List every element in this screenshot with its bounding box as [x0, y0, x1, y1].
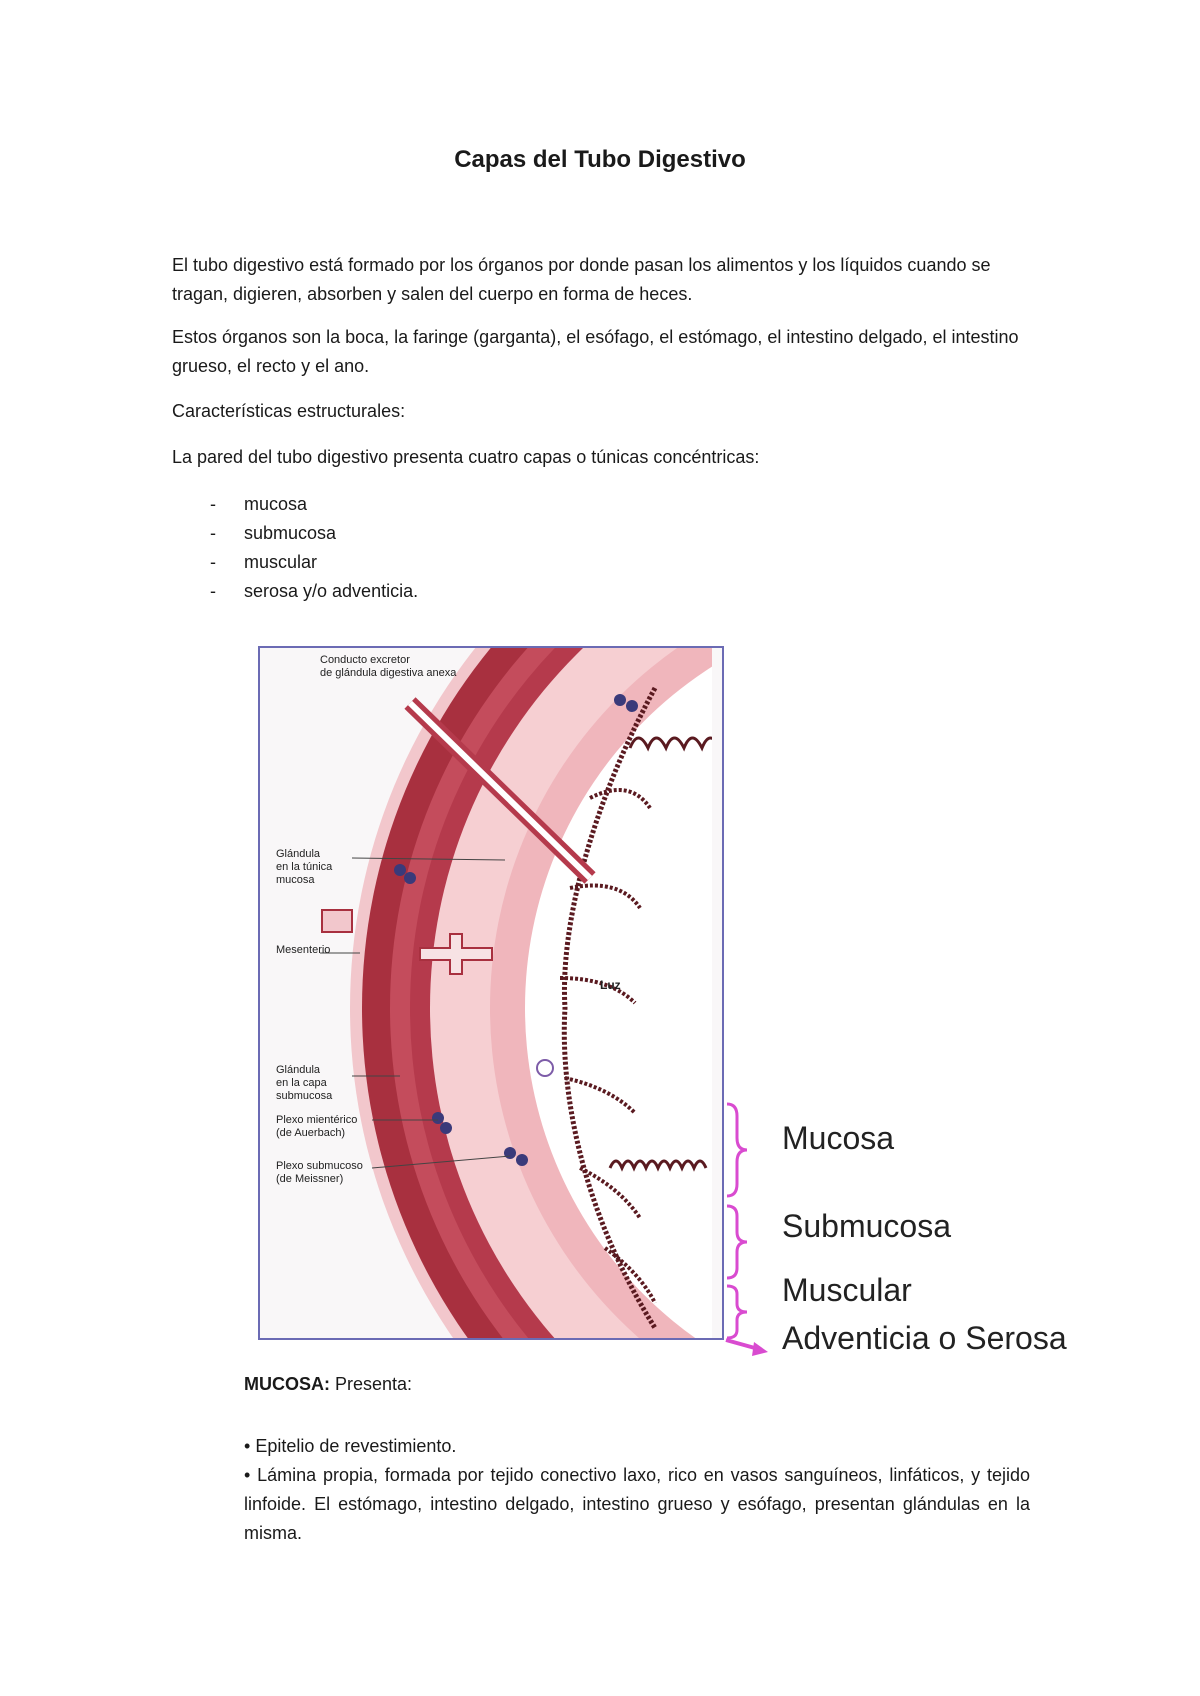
list-item: - mucosa — [210, 494, 308, 514]
label-conducto: Conducto excretor de glándula digestiva anexa — [320, 654, 457, 679]
mucosa-item-2: • Lámina propia, formada por tejido conectivo laxo, rico en vasos sanguíneos, linfáticos, y tejido linfoide. El estómago, intestino delgado, intestino grueso y esófago, presentan glándulas en la misma. — [244, 1465, 1030, 1543]
label-submucosa: Submucosa — [782, 1208, 951, 1244]
label-mesenterio: Mesenterio — [276, 944, 331, 956]
layer-brackets — [722, 1100, 772, 1360]
label-luz: Luz — [600, 978, 621, 992]
label-plexo-mienterico: Plexo mientérico (de Auerbach) — [276, 1114, 358, 1139]
label-muscular: Muscular — [782, 1272, 912, 1308]
label-plexo-submucoso: Plexo submucoso (de Meissner) — [276, 1160, 363, 1185]
page-title: Capas del Tubo Digestivo — [454, 146, 746, 173]
submucosa-bracket — [727, 1206, 747, 1278]
label-mucosa: Mucosa — [782, 1120, 895, 1156]
mucosa-heading: MUCOSA: Presenta: — [244, 1374, 413, 1394]
layers-intro: La pared del tubo digestivo presenta cuatro capas o túnicas concéntricas: — [172, 447, 760, 467]
layers-list — [172, 490, 418, 606]
organs-paragraph: Estos órganos son la boca, la faringe (garganta), el esófago, el estómago, el intestino delgado, el intestino grueso, el recto y el ano. — [172, 327, 1019, 376]
label-adventicia: Adventicia o Serosa — [782, 1320, 1067, 1356]
list-item: - submucosa — [210, 523, 337, 543]
muscular-bracket — [727, 1286, 747, 1338]
list-item: - serosa y/o adventicia. — [210, 581, 419, 601]
structural-heading: Características estructurales: — [172, 401, 406, 421]
mucosa-item-1: • Epitelio de revestimiento. — [244, 1436, 457, 1456]
digestive-wall-diagram — [258, 646, 724, 1340]
mucosa-bracket — [727, 1104, 747, 1196]
label-glandula-mucosa: Glándula en la túnica mucosa — [276, 848, 333, 886]
arrow-icon — [752, 1342, 768, 1356]
label-glandula-submucosa: Glándula en la capa submucosa — [276, 1064, 333, 1102]
list-item: - muscular — [210, 552, 318, 572]
intro-paragraph: El tubo digestivo está formado por los órganos por donde pasan los alimentos y los líquidos cuando se tragan, digieren, absorben y salen del cuerpo en forma de heces. — [172, 255, 991, 304]
